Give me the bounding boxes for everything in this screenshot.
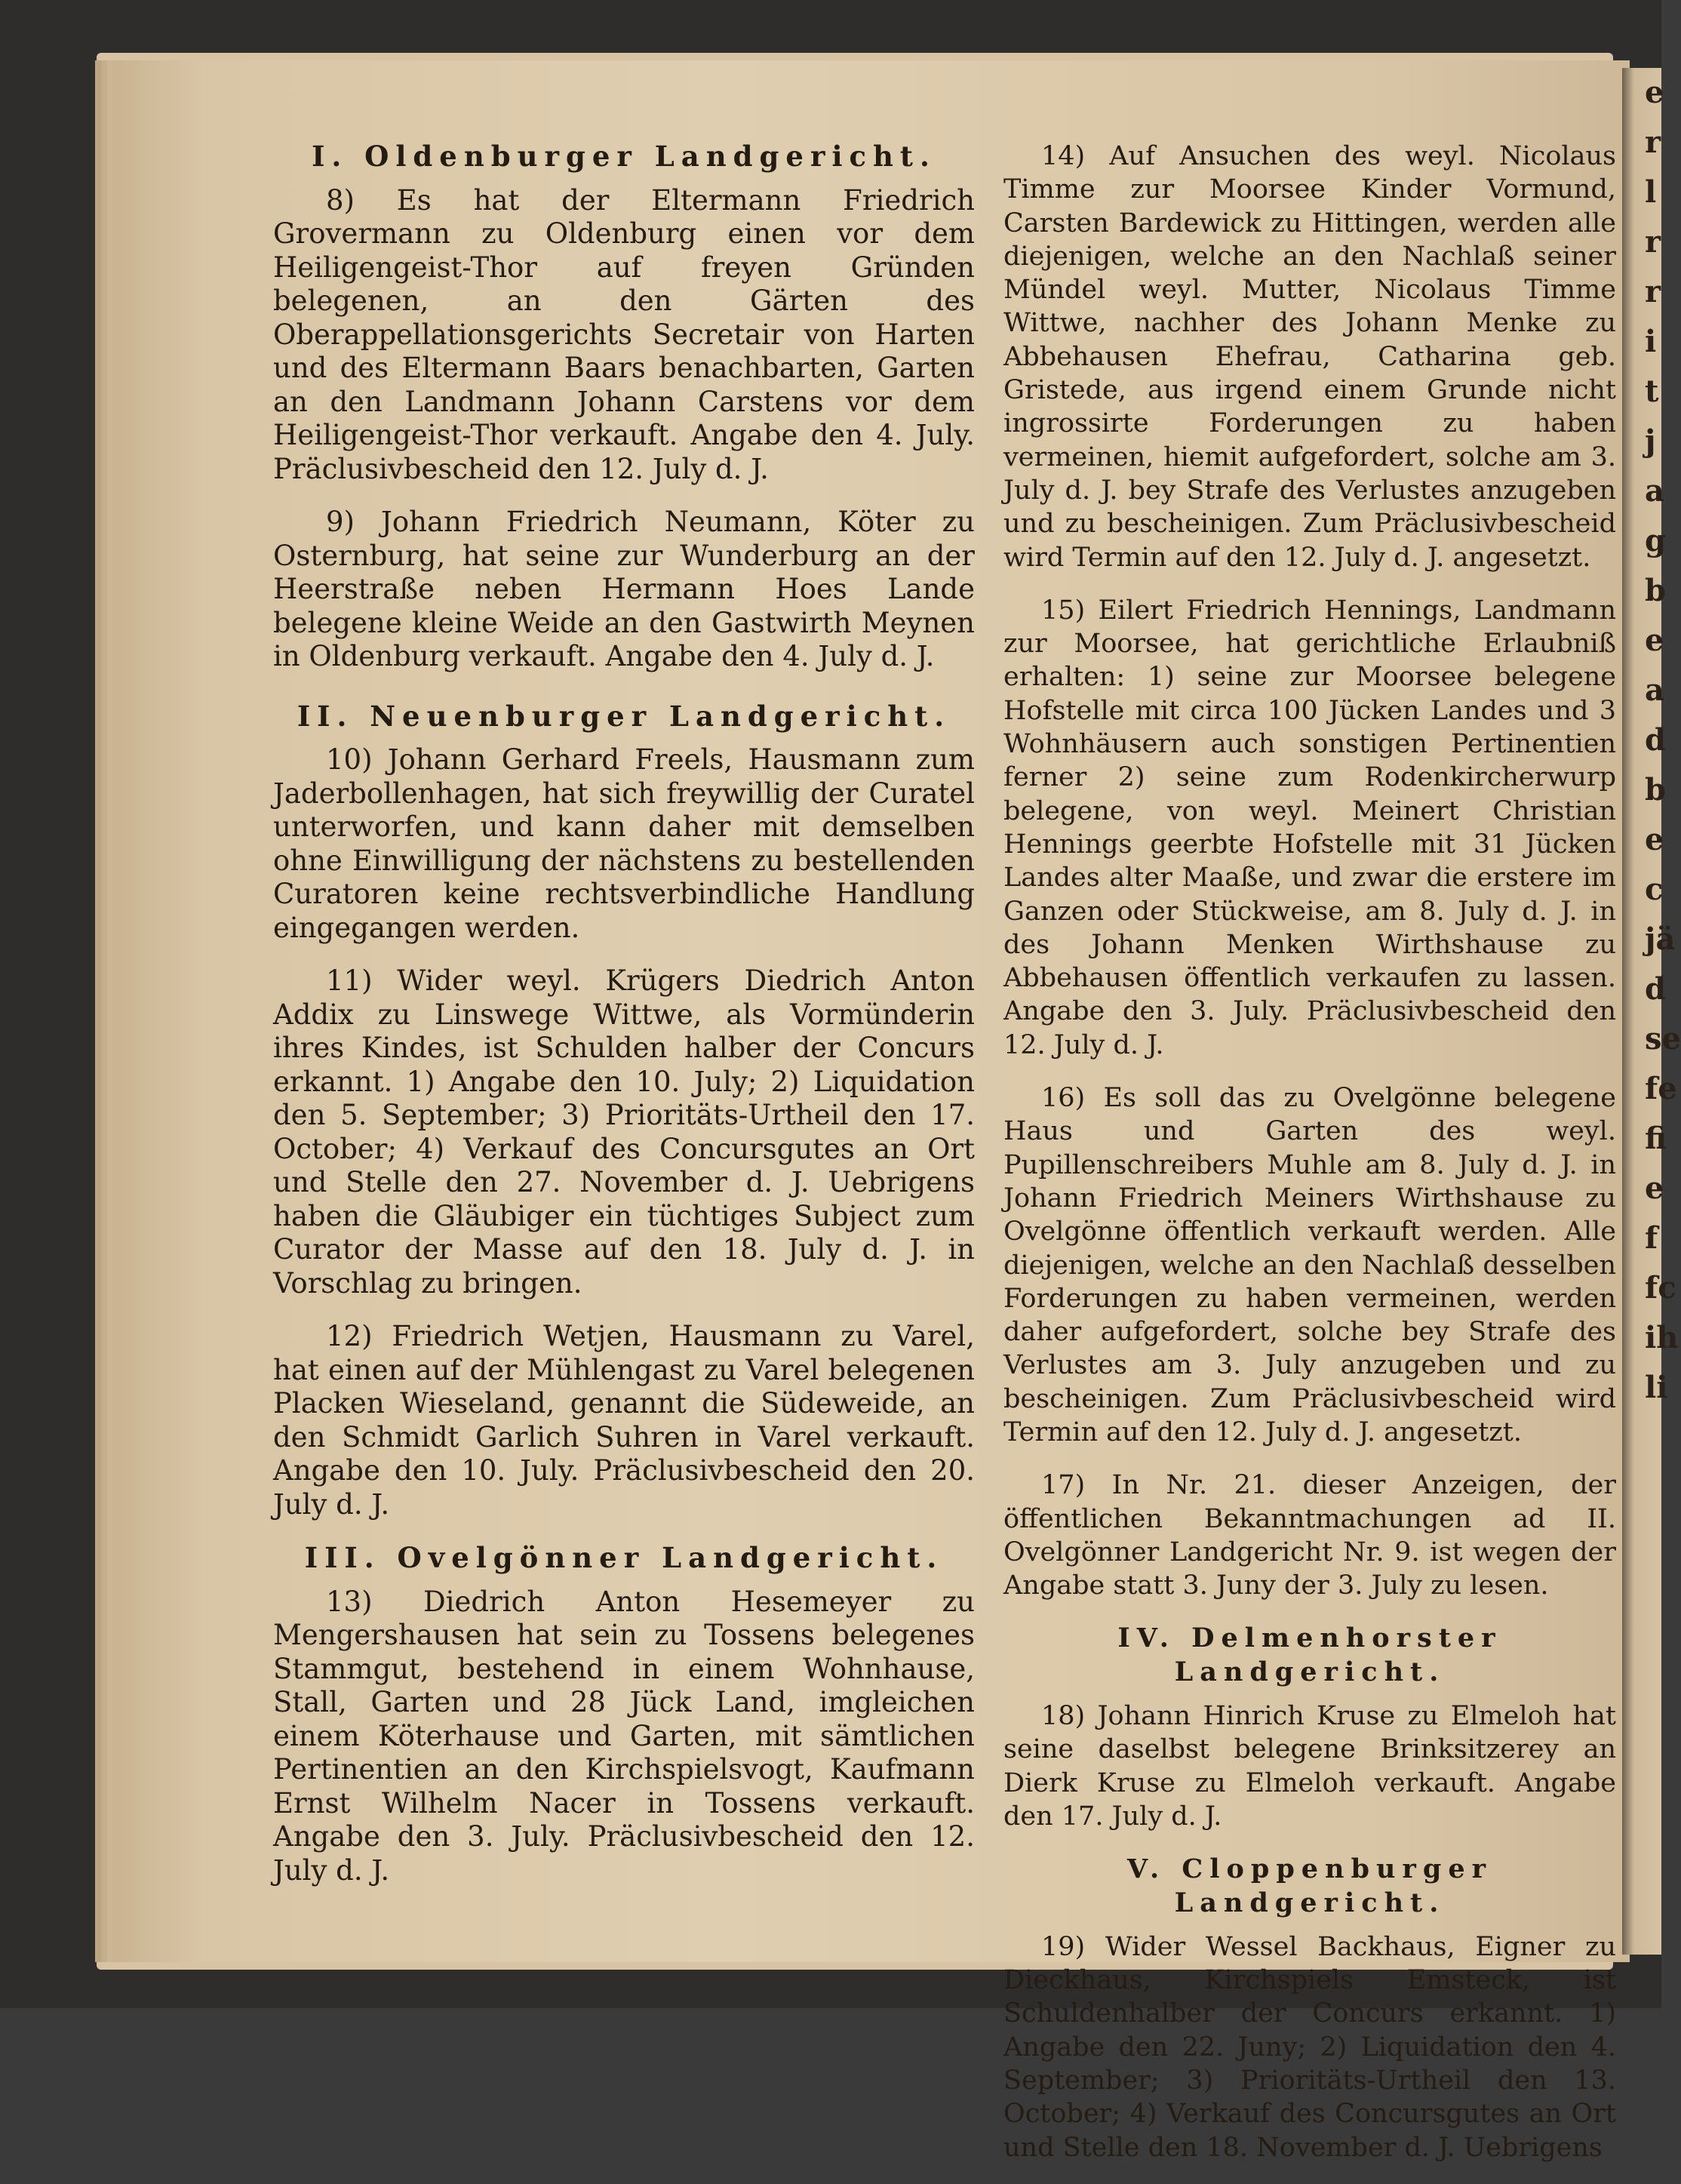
facing-page-fragment: t [1645, 374, 1659, 409]
facing-page-edge [1622, 68, 1681, 1955]
entry-13: 13) Diedrich Anton Hesemeyer zu Mengershausen hat sein zu Tossens belegenes Stammgut, bestehend in einem Wohnhause, Stall, Garten und 28 Jück Land, imgleichen einem Köterhause und Garten, mit sämtlichen Pertinentien an den Kirchspielsvogt, Kaufmann Ernst Wilhelm Nacer in Tossens verkauft. Angabe den 3. July. Präclusivbescheid den 12. July d. J. [273, 1585, 975, 1887]
facing-page-fragment: c [1645, 872, 1664, 907]
facing-page-fragment: se [1645, 1021, 1681, 1057]
facing-page-fragment: r [1645, 125, 1661, 160]
facing-page-fragment: b [1645, 573, 1666, 608]
facing-page-fragment: r [1645, 274, 1661, 309]
right-column [1003, 140, 1616, 2184]
entry-9: 9) Johann Friedrich Neumann, Köter zu Osternburg, hat seine zur Wunderburg an der Heerstraße neben Hermann Hoes Lande belegene kleine Weide an den Gastwirth Meynen in Oldenburg verkauft. Angabe den 4. July d. J. [273, 506, 975, 672]
section-heading-oldenburg: I. Oldenburger Landgericht. [312, 140, 936, 173]
facing-page-fragment: b [1645, 772, 1666, 807]
entry-8: 8) Es hat der Eltermann Friedrich Grovermann zu Oldenburg einen vor dem Heiligengeist-Thor auf freyen Gründen belegenen, an den Gärten des Oberappellationsgerichts Secretair von Harten und des Eltermann Baars benachbarten, Garten an den Landmann Johann Carstens vor dem Heiligengeist-Thor verkauft. Angabe den 4. July. Präclusivbescheid den 12. July d. J. [273, 183, 975, 485]
section-heading-cloppenburg: V. Cloppenburger Landgericht. [1126, 1853, 1493, 1918]
facing-page-fragment: d [1645, 722, 1666, 758]
facing-page-fragment: f [1645, 1220, 1658, 1256]
entry-15: 15) Eilert Friedrich Hennings, Landmann zur Moorsee, hat gerichtliche Erlaubniß erhalten: 1) seine zur Moorsee belegene Hofstelle mit circa 100 Jücken Landes und 3 Wohnhäusern auch sonstigen Pertinentien ferner 2) seine zum Rodenkircherwurp belegene, von weyl. Meinert Christian Hennings geerbte Hofstelle mit 31 Jücken Landes alter Maaße, und zwar die erstere im Ganzen oder Stückweise, am 8. July d. J. in des Johann Menken Wirthshause zu Abbehausen öffentlich verkaufen zu lassen. Angabe den 3. July. Präclusivbescheid den 12. July d. J. [1003, 595, 1616, 1060]
entry-19: 19) Wider Wessel Backhaus, Eigner zu Dieckhaus, Kirchspiels Emsteck, ist Schuldenhalber der Concurs erkannt. 1) Angabe den 22. Juny; 2) Liquidation den 4. September; 3) Prioritäts-Urtheil den 13. October; 4) Verkauf des Concursgutes an Ort und Stelle den 18. November d. J. Uebrigens [1003, 1931, 1616, 2163]
facing-page-fragment: j [1645, 423, 1656, 459]
facing-page-fragment: a [1645, 473, 1664, 509]
entry-16: 16) Es soll das zu Ovelgönne belegene Haus und Garten des weyl. Pupillenschreibers Muhle am 8. July d. J. in Johann Friedrich Meiners Wirthshause zu Ovelgönne öffentlich verkauft werden. Alle diejenigen, welche an den Nachlaß desselben Forderungen zu haben vermeinen, werden daher aufgefordert, solche bey Strafe des Verlustes am 3. July anzugeben und zu bescheinigen. Zum Präclusivbescheid wird Termin auf den 12. July d. J. angesetzt. [1003, 1083, 1616, 1447]
facing-page-fragment: e [1645, 1170, 1664, 1206]
entry-11: 11) Wider weyl. Krügers Diedrich Anton Addix zu Linswege Wittwe, als Vormünderin ihres Kindes, ist Schulden halber der Concurs erkannt. 1) Angabe den 10. July; 2) Liquidation den 5. September; 3) Prioritäts-Urtheil den 17. October; 4) Verkauf des Concursgutes an Ort und Stelle den 27. November d. J. Uebrigens haben die Gläubiger ein tüchtiges Subject zum Curator der Masse auf den 18. July d. J. in Vorschlag zu bringen. [273, 964, 975, 1300]
facing-page-fragment: e [1645, 623, 1664, 658]
section-heading-delmenhorst: IV. Delmenhorster Landgericht. [1117, 1623, 1502, 1687]
entry-14: 14) Auf Ansuchen des weyl. Nicolaus Timme zur Moorsee Kinder Vormund, Carsten Bardewick zu Hittingen, werden alle diejenigen, welche an den Nachlaß seiner Mündel weyl. Mutter, Nicolaus Timme Wittwe, nachher des Johann Menke zu Abbehausen Ehefrau, Catharina geb. Gristede, aus irgend einem Grunde nicht ingrossirte Forderungen zu haben vermeinen, hiemit aufgefordert, solche am 3. July d. J. bey Strafe des Verlustes anzugeben und zu bescheinigen. Zum Präclusivbescheid wird Termin auf den 12. July d. J. angesetzt. [1003, 141, 1616, 573]
facing-page-fragment: ih [1645, 1320, 1679, 1355]
entry-12: 12) Friedrich Wetjen, Hausmann zu Varel, hat einen auf der Mühlengast zu Varel belegenen Placken Wieseland, genannt die Südeweide, an den Schmidt Garlich Suhren in Varel verkauft. Angabe den 10. July. Präclusivbescheid den 20. July d. J. [273, 1320, 975, 1521]
facing-page-fragment: d [1645, 971, 1666, 1007]
facing-page-fragment: a [1645, 672, 1664, 708]
facing-page-fragment: e [1645, 75, 1664, 110]
facing-page-fragment: r [1645, 224, 1661, 260]
facing-page-fragment: e [1645, 822, 1664, 857]
facing-page-fragment: li [1645, 1370, 1668, 1405]
section-heading-ovelgoenne: III. Ovelgönner Landgericht. [304, 1541, 944, 1574]
entry-10: 10) Johann Gerhard Freels, Hausmann zum Jaderbollenhagen, hat sich freywillig der Curatel unterworfen, und kann daher mit demselben ohne Einwilligung der nächstens zu bestellenden Curatoren keine rechtsverbindliche Handlung eingegangen werden. [273, 743, 975, 944]
entry-18: 18) Johann Hinrich Kruse zu Elmeloh hat seine daselbst belegene Brinksitzerey an Dierk Kruse zu Elmeloh verkauft. Angabe den 17. July d. J. [1003, 1701, 1616, 1832]
facing-page-fragment: jä [1645, 921, 1676, 957]
entry-17: 17) In Nr. 21. dieser Anzeigen, der öffentlichen Bekanntmachungen ad II. Ovelgönner Landgericht Nr. 9. ist wegen der Angabe statt 3. Juny der 3. July zu lesen. [1003, 1470, 1616, 1601]
facing-page-fragment: l [1645, 174, 1657, 210]
facing-page-fragment: fc [1645, 1270, 1676, 1306]
left-column [273, 140, 975, 1907]
facing-page-fragment: fi [1645, 1121, 1667, 1156]
facing-page-fragment: i [1645, 324, 1657, 359]
section-heading-neuenburg: II. Neuenburger Landgericht. [297, 699, 951, 733]
facing-page-fragment: fe [1645, 1071, 1677, 1106]
facing-page-fragment: g [1645, 523, 1666, 558]
